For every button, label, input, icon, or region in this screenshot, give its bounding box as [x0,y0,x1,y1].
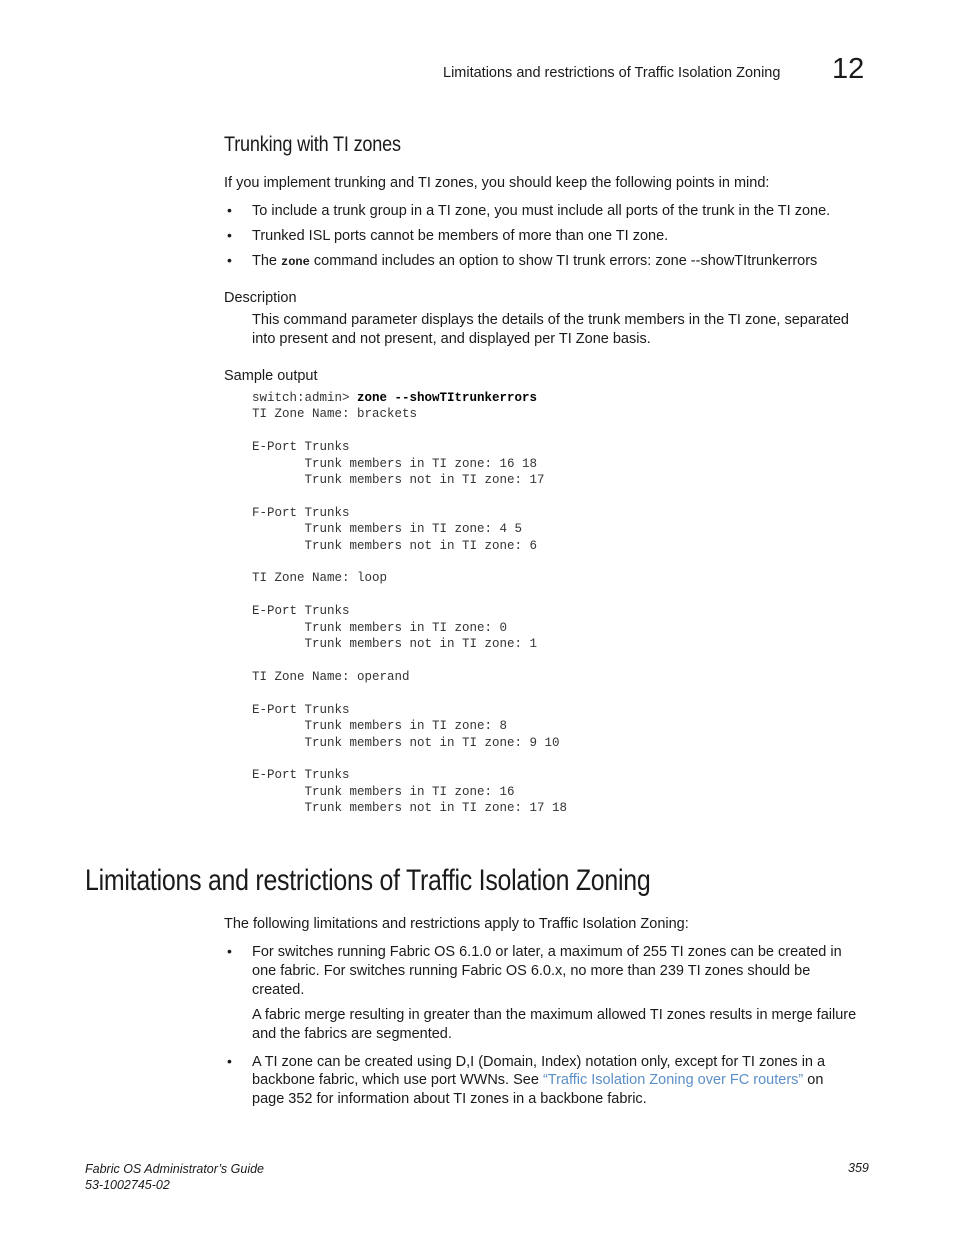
bullet-2-line-2-pre: backbone fabric, which use port WWNs. See [252,1072,543,1088]
description-line-1: This command parameter displays the details of the trunk members in the TI zone, separated [252,312,849,328]
trunking-bullet-1: To include a trunk group in a TI zone, you must include all ports of the trunk in the TI zone. [252,203,831,219]
description-line-2: into present and not present, and displayed per TI Zone basis. [252,331,651,347]
description-label: Description [224,290,297,306]
bullet-marker: • [227,227,232,243]
limitations-bullet-1-line-3: created. [252,982,305,998]
limitations-bullet-1-line-2: one fabric. For switches running Fabric OS 6.0.x, no more than 239 TI zones should be [252,963,811,979]
code-command: zone --showTItrunkerrors [357,391,538,405]
section-heading-trunking: Trunking with TI zones [224,133,401,156]
trunking-intro: If you implement trunking and TI zones, you should keep the following points in mind: [224,175,770,191]
footer-doc-number: 53-1002745-02 [85,1178,170,1192]
footer-doc-title: Fabric OS Administrator’s Guide [85,1162,264,1176]
limitations-bullet-2-line-2 [252,1071,823,1090]
code-prompt: switch:admin> [252,391,358,405]
limitations-bullet-2-line-3: page 352 for information about TI zones in a backbone fabric. [252,1091,647,1107]
chapter-number: 12 [832,53,865,85]
bullet-marker: • [227,943,232,959]
trunking-bullet-2: Trunked ISL ports cannot be members of more than one TI zone. [252,228,669,244]
sample-output-label: Sample output [224,368,318,384]
trunking-bullet-3 [252,252,817,272]
limitations-bullet-1-para-line-1: A fabric merge resulting in greater than the maximum allowed TI zones results in merge failure [252,1007,857,1023]
cross-reference-link[interactable]: “Traffic Isolation Zoning over FC routers” [542,1072,804,1088]
section-heading-limitations: Limitations and restrictions of Traffic Isolation Zoning [85,864,651,897]
bullet-3-code: zone [281,255,310,269]
limitations-intro: The following limitations and restrictions apply to Traffic Isolation Zoning: [224,916,689,932]
sample-output-code [252,390,567,817]
bullet-3-pre: The [252,253,277,269]
bullet-marker: • [227,202,232,218]
bullet-marker: • [227,252,232,268]
limitations-bullet-1-para-line-2: and the fabrics are segmented. [252,1026,452,1042]
running-header-title: Limitations and restrictions of Traffic Isolation Zoning [443,65,781,81]
footer-page-number: 359 [848,1161,869,1175]
limitations-bullet-2-line-1: A TI zone can be created using D,I (Domain, Index) notation only, except for TI zones in a [252,1054,826,1070]
code-output: TI Zone Name: brackets E-Port Trunks Trunk members in TI zone: 16 18 Trunk members not in TI zone: 17 F-Port Trunks Trunk members in TI zone: 4 5 Trunk members not in TI zone: 6 TI Zone Name: loop E-Port Trunks Trunk members in TI zone: 0 Trunk members not in TI zone: 1 TI Zone Name: operand E-Port Trunks Trunk members in TI zone: 8 Trunk members not in TI zone: 9 10 E-Port Trunks Trunk members in TI zone: 16 Trunk members not in TI zone: 17 18 [252,407,568,816]
bullet-3-post: command includes an option to show TI trunk errors: zone --showTItrunkerrors [313,253,818,269]
bullet-2-line-2-post: on [803,1072,824,1088]
bullet-marker: • [227,1053,232,1069]
limitations-bullet-1-line-1: For switches running Fabric OS 6.1.0 or later, a maximum of 255 TI zones can be created in [252,944,842,960]
